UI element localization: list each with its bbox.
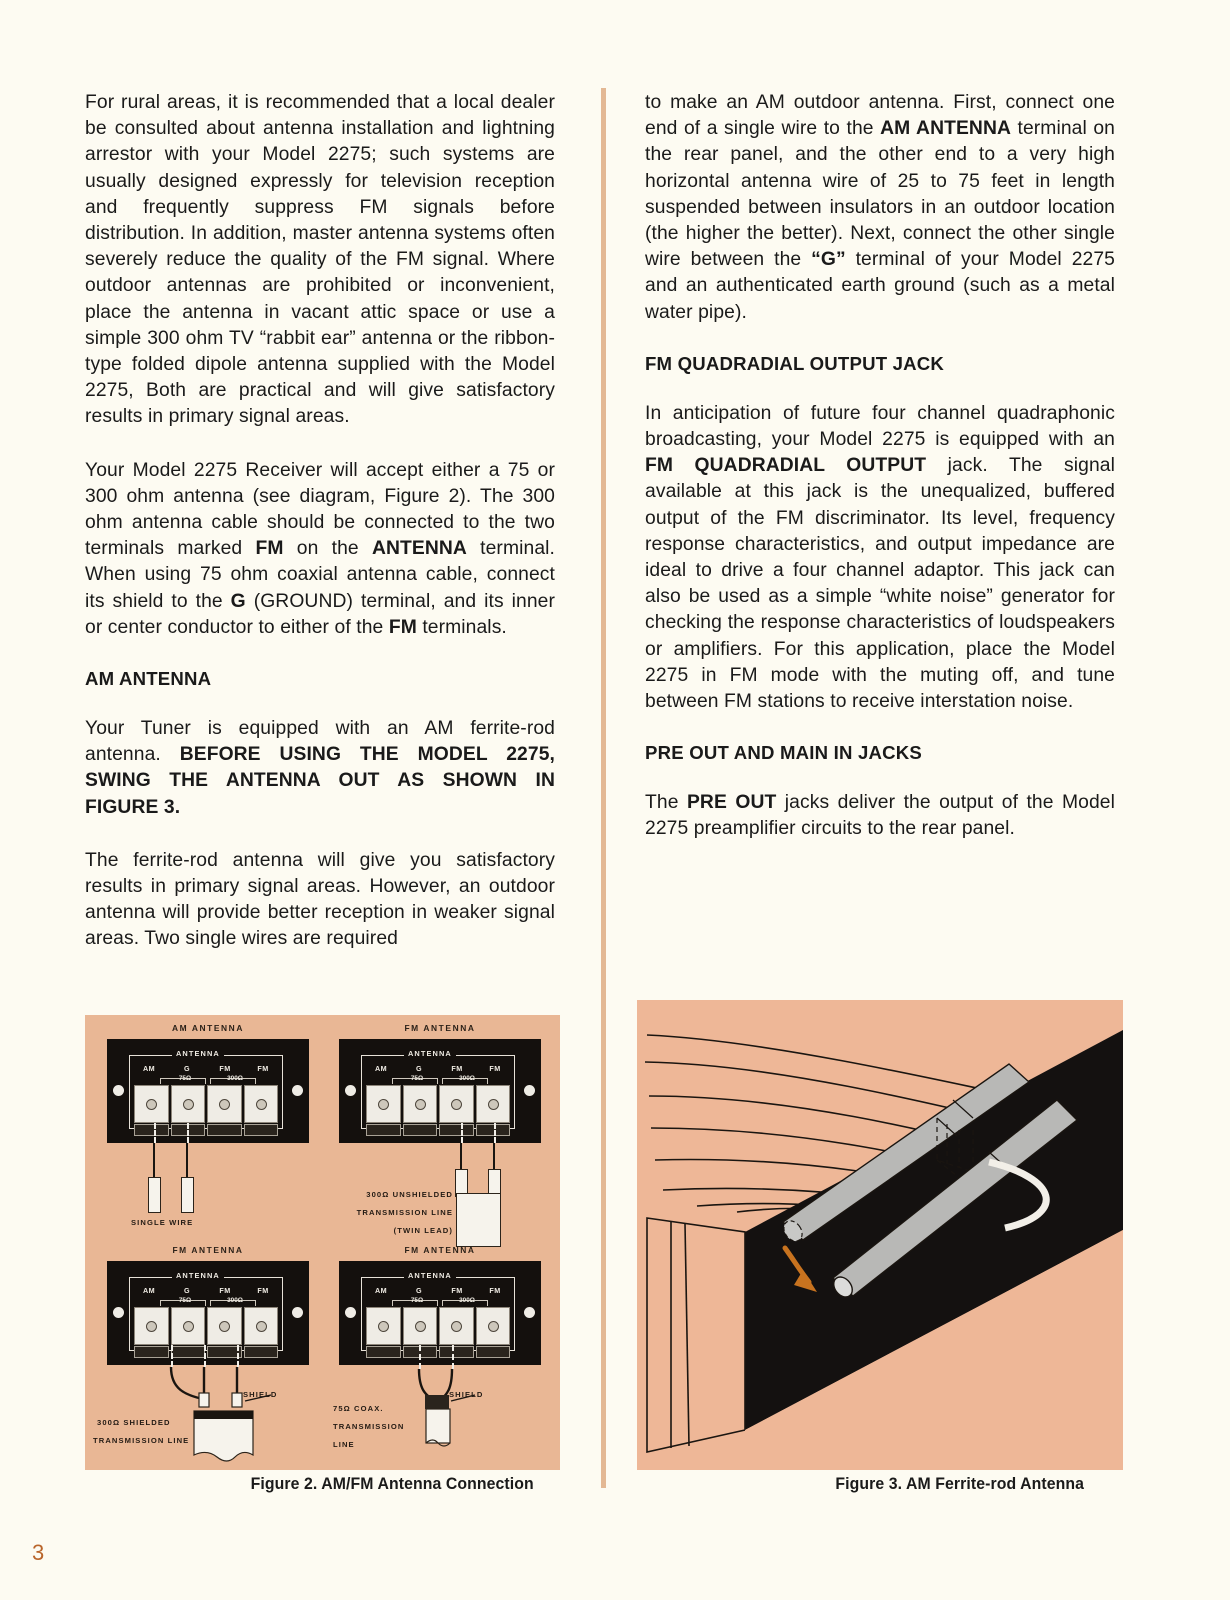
terminal-name-fm2: FM (257, 1286, 269, 1295)
screw-icon (244, 1085, 279, 1123)
terminal-name-g: G (184, 1286, 190, 1295)
terminal-name-fm2: FM (489, 1064, 501, 1073)
terminal-block-header: ANTENNA (172, 1049, 224, 1058)
column-divider (601, 88, 606, 1488)
screw-icon (403, 1085, 438, 1123)
terminal-block-header: ANTENNA (404, 1271, 456, 1280)
twin-lead-ribbon (456, 1193, 501, 1247)
wire-fm-right (493, 1143, 495, 1171)
page-number: 3 (32, 1540, 45, 1565)
terminal-name-am: AM (143, 1064, 155, 1073)
heading-pre-out-main-in-jacks: PRE OUT AND MAIN IN JACKS (645, 742, 923, 764)
paragraph-am-outdoor-antenna: to make an AM outdoor antenna. First, connect one end of a single wire to the AM ANTENNA terminal on the rear panel, and the other end to a very high horizontal antenna wire of 25 to 75 feet in length suspended between insulators in an outdoor location (the higher the better). Next, connect the other single wire between the “G” terminal of your Model 2275 and an authenticated earth ground (such as a metal water pipe). (645, 92, 1116, 323)
wire-dashed (494, 1123, 496, 1143)
quadrant-label-line1: 300Ω SHIELDED (97, 1418, 171, 1427)
impedance-75: 75Ω (178, 1075, 192, 1082)
terminal-slots (366, 1124, 510, 1136)
quadrant-label-line1: 300Ω UNSHIELDED (366, 1190, 453, 1199)
wire-fm-left (460, 1143, 462, 1171)
wire-end-icon (148, 1177, 161, 1213)
terminal-screws (366, 1085, 510, 1123)
plate-screw-right-icon (524, 1085, 535, 1096)
heading-am-antenna: AM ANTENNA (85, 668, 212, 690)
paragraph-ferrite-rod-results: The ferrite-rod antenna will give you satisfactory results in primary signal areas. However, an outdoor antenna will provide better reception in weaker signal areas. Two single wires are required (85, 849, 555, 950)
impedance-300: 300Ω (227, 1297, 243, 1304)
terminal-block-header: ANTENNA (404, 1049, 456, 1058)
screw-icon (207, 1085, 242, 1123)
quadrant-title: FM ANTENNA (172, 1245, 244, 1255)
quadrant-label-single-wire: SINGLE WIRE (131, 1218, 194, 1227)
slot (207, 1124, 242, 1136)
wire-dashed (461, 1123, 463, 1143)
wire-dashed (187, 1123, 189, 1143)
antenna-terminal-block (129, 1049, 283, 1129)
impedance-labels (160, 1075, 260, 1082)
impedance-75: 75Ω (410, 1075, 424, 1082)
slot (439, 1124, 474, 1136)
plate-screw-left-icon (345, 1085, 356, 1096)
slot (134, 1124, 169, 1136)
impedance-300: 300Ω (459, 1075, 475, 1082)
terminal-name-fm1: FM (219, 1064, 231, 1073)
impedance-75: 75Ω (178, 1297, 192, 1304)
antenna-terminal-block (361, 1049, 515, 1129)
screw-icon (134, 1085, 169, 1123)
wire-single-am (153, 1143, 155, 1179)
paragraph-ferrite-rod-warning: Your Tuner is equipped with an AM ferrite-rod antenna. BEFORE USING THE MODEL 2275, SWING THE ANTENNA OUT AS SHOWN IN FIGURE 3. (85, 718, 555, 818)
quadrant-label-line1: 75Ω COAX. (333, 1404, 384, 1413)
quadrant-title: FM ANTENNA (404, 1023, 476, 1033)
left-column (85, 90, 555, 953)
terminal-name-fm1: FM (451, 1286, 463, 1295)
figure-3-illustration (637, 1000, 1123, 1470)
paragraph-receiver-antenna: Your Model 2275 Receiver will accept either a 75 or 300 ohm antenna (see diagram, Figure 2). The 300 ohm antenna cable should be connected to the two terminals marked FM on the ANTENNA terminal. When using 75 ohm coaxial antenna cable, connect its shield to the G (GROUND) terminal, and its inner or center conductor to either of the FM terminals. (85, 459, 555, 638)
figure2-quadrant-fm-twin-lead (325, 1021, 555, 1245)
slot (244, 1124, 279, 1136)
slot (366, 1124, 401, 1136)
terminal-name-fm1: FM (219, 1286, 231, 1295)
figure2-quadrant-fm-shielded (93, 1243, 323, 1467)
screw-icon (476, 1085, 511, 1123)
figure2-quadrant-am-single-wire (93, 1021, 323, 1245)
terminal-screws (134, 1085, 278, 1123)
wire-dashed (154, 1123, 156, 1143)
paragraph-quadradial: In anticipation of future four channel quadraphonic broadcasting, your Model 2275 is equipped with an FM QUADRADIAL OUTPUT jack. The signal available at this jack is the unequalized, buffered output of the FM discriminator. Its level, frequency response characteristics, and output impedance are ideal to drive a four channel adaptor. This jack can also be used as a simple “white noise” generator for checking the response characteristics of loudspeakers or amplifiers. For this application, place the Model 2275 in FM mode with the muting off, and tune between FM stations to receive interstation noise. (645, 402, 1115, 713)
quadrant-title: FM ANTENNA (404, 1245, 476, 1255)
wire-single-ground (186, 1143, 188, 1179)
figure-3-caption: Figure 3. AM Ferrite-rod Antenna (835, 1474, 1085, 1493)
slot (476, 1124, 511, 1136)
screw-icon (366, 1085, 401, 1123)
impedance-labels (392, 1075, 492, 1082)
paragraph-rural-areas: For rural areas, it is recommended that a local dealer be consulted about antenna installation and lightning arrestor with your Model 2275; such systems are usually designed expressly for television reception and frequently suppress FM signals before distribution. In addition, master antenna systems often severely reduce the quality of the FM signal. Where outdoor antennas are prohibited or inconvenient, place the antenna in vacant attic space or use a simple 300 ohm TV “rabbit ear” antenna or the ribbon-type folded dipole antenna supplied with the Model 2275, Both are practical and will give satisfactory results in primary signal areas. (85, 92, 555, 428)
quadrant-label-line2: TRANSMISSION LINE (93, 1436, 190, 1445)
coax-line-art (325, 1243, 555, 1467)
quadrant-label-line3: (TWIN LEAD) (393, 1226, 453, 1235)
plate-screw-left-icon (113, 1085, 124, 1096)
terminal-name-g: G (416, 1286, 422, 1295)
shield-label: SHIELD (243, 1390, 278, 1399)
terminal-block-header: ANTENNA (172, 1271, 224, 1280)
figure-2-illustration (85, 1015, 560, 1470)
terminal-name-fm2: FM (489, 1286, 501, 1295)
terminal-names (362, 1064, 514, 1073)
terminal-name-am: AM (143, 1286, 155, 1295)
slot (403, 1124, 438, 1136)
screw-icon (439, 1085, 474, 1123)
terminal-name-fm1: FM (451, 1064, 463, 1073)
impedance-300: 300Ω (459, 1297, 475, 1304)
terminal-names (130, 1064, 282, 1073)
figure-2-caption: Figure 2. AM/FM Antenna Connection (250, 1474, 534, 1493)
right-column (645, 90, 1115, 843)
terminal-name-am: AM (375, 1064, 387, 1073)
quadrant-label-line3: LINE (333, 1440, 355, 1449)
terminal-name-g: G (416, 1064, 422, 1073)
quadrant-label-line2: TRANSMISSION LINE (356, 1208, 453, 1217)
quadrant-label-line2: TRANSMISSION (333, 1422, 405, 1431)
figure2-quadrant-fm-coax (325, 1243, 555, 1467)
impedance-300: 300Ω (227, 1075, 243, 1082)
plate-screw-right-icon (292, 1085, 303, 1096)
paragraph-pre-out: The PRE OUT jacks deliver the output of the Model 2275 preamplifier circuits to the rear panel. (645, 792, 1116, 840)
terminal-name-g: G (184, 1064, 190, 1073)
terminal-name-fm2: FM (257, 1064, 269, 1073)
shield-label: SHIELD (449, 1390, 484, 1399)
quadrant-title: AM ANTENNA (172, 1023, 244, 1033)
rear-panel-plate (339, 1039, 541, 1143)
cabinet-edge (647, 1218, 745, 1452)
impedance-75: 75Ω (410, 1297, 424, 1304)
rear-panel-plate (107, 1039, 309, 1143)
heading-fm-quadradial-output-jack: FM QUADRADIAL OUTPUT JACK (645, 352, 945, 374)
ferrite-rod-cabinet-art (637, 1000, 1123, 1470)
screw-icon (171, 1085, 206, 1123)
shielded-line-art (93, 1243, 323, 1467)
terminal-name-am: AM (375, 1286, 387, 1295)
wire-end-icon (181, 1177, 194, 1213)
